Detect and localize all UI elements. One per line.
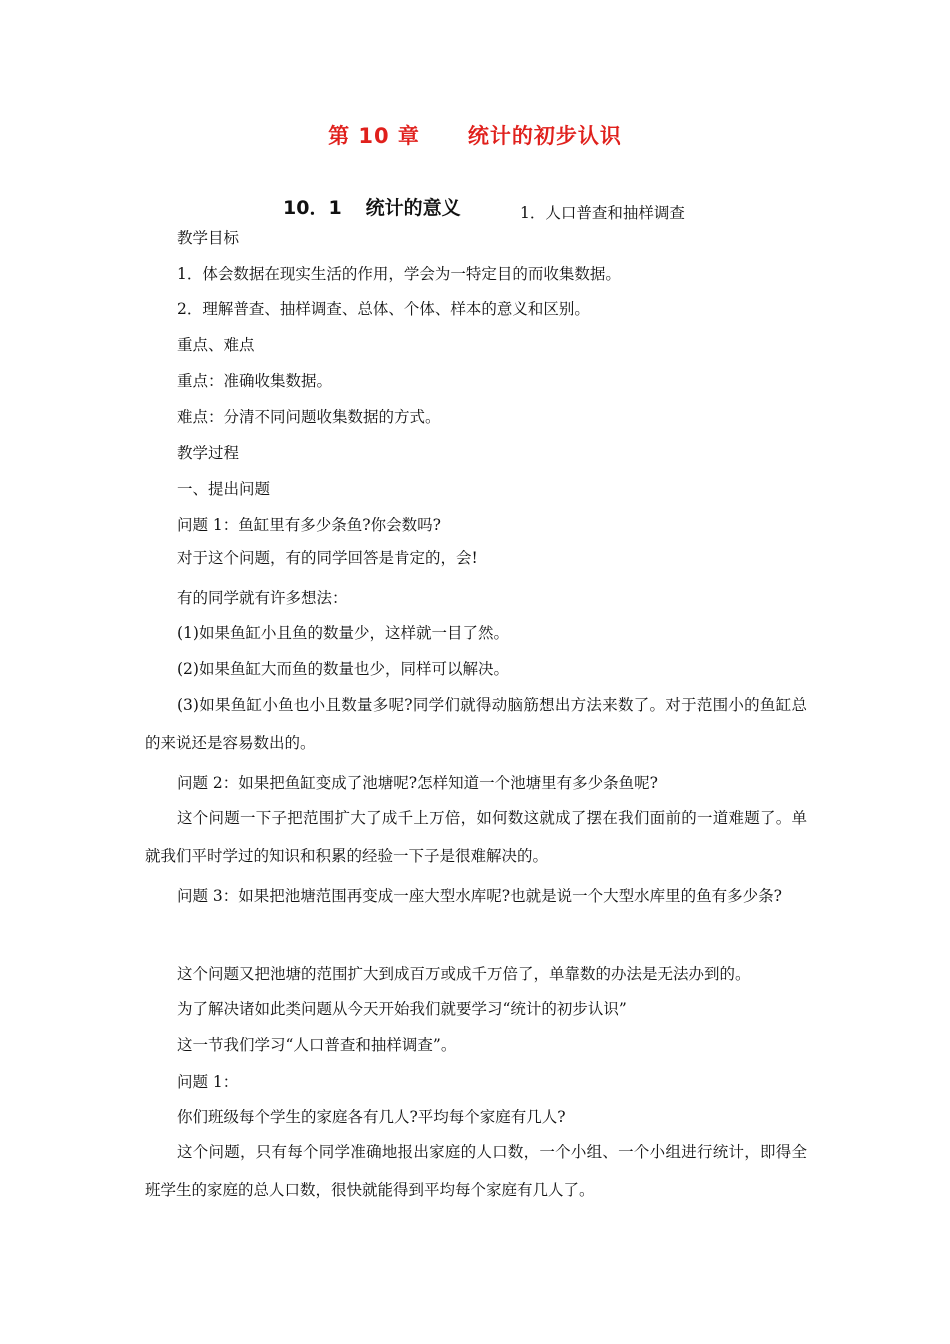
section-number: 10．1 [283,197,342,219]
paragraph-question-2-discussion: 这个问题一下子把范围扩大了成千上万倍，如何数这就成了摆在我们面前的一道难题了。单就我们平时学过的知识和积累的经验一下子是很难解决的。 [145,809,807,865]
goal-item-1: 1．体会数据在现实生活的作用，学会为一特定目的而收集数据。 [177,265,621,283]
paragraph-question-1-text: 你们班级每个学生的家庭各有几人?平均每个家庭有几人? [177,1108,566,1126]
paragraph-question-3-discussion: 这个问题又把池塘的范围扩大到成百万或成千万倍了，单靠数的办法是无法办到的。 [177,965,751,983]
paragraph-introduction: 为了解决诸如此类问题从今天开始我们就要学习“统计的初步认识” [177,1000,627,1018]
chapter-title: 统计的初步认识 [467,124,622,148]
paragraph-question-3: 问题 3：如果把池塘范围再变成一座大型水库呢?也就是说一个大型水库里的鱼有多少条? [177,887,782,905]
teaching-process-label: 教学过程 [177,444,240,462]
idea-1: (1)如果鱼缸小且鱼的数量少，这样就一目了然。 [177,624,509,642]
section-title: 统计的意义 [365,197,461,219]
paragraph-question-1-label: 问题 1： [177,1073,239,1091]
answer-line: 对于这个问题，有的同学回答是肯定的，会! [177,549,478,567]
teaching-goals-label: 教学目标 [177,229,240,247]
idea-2: (2)如果鱼缸大而鱼的数量也少，同样可以解决。 [177,660,509,678]
goal-item-2: 2．理解普查、抽样调查、总体、个体、样本的意义和区别。 [177,300,590,318]
chapter-heading [0,120,950,150]
step-heading: 一、提出问题 [177,480,271,498]
key-points-label: 重点、难点 [177,336,255,354]
chapter-number: 第 10 章 [328,124,420,148]
paragraph-question-1-discussion: 这个问题，只有每个同学准确地报出家庭的人口数，一个小组、一个小组进行统计，即得全班学生的家庭的总人口数，很快就能得到平均每个家庭有几人了。 [145,1143,807,1199]
question-1: 问题 1：鱼缸里有多少条鱼?你会数吗? [177,516,441,534]
difficult-point: 难点：分清不同问题收集数据的方式。 [177,408,441,426]
section-heading [283,193,461,220]
paragraph-lesson-topic: 这一节我们学习“人口普查和抽样调查”。 [177,1036,457,1054]
key-point: 重点：准确收集数据。 [177,372,333,390]
paragraph-idea-3: (3)如果鱼缸小鱼也小且数量多呢?同学们就得动脑筋想出方法来数了。对于范围小的鱼缸总的来说还是容易数出的。 [145,696,807,752]
paragraph-question-2: 问题 2：如果把鱼缸变成了池塘呢?怎样知道一个池塘里有多少条鱼呢? [177,774,658,792]
ideas-intro: 有的同学就有许多想法： [177,589,348,607]
subsection-heading: 1．人口普查和抽样调查 [520,204,685,222]
